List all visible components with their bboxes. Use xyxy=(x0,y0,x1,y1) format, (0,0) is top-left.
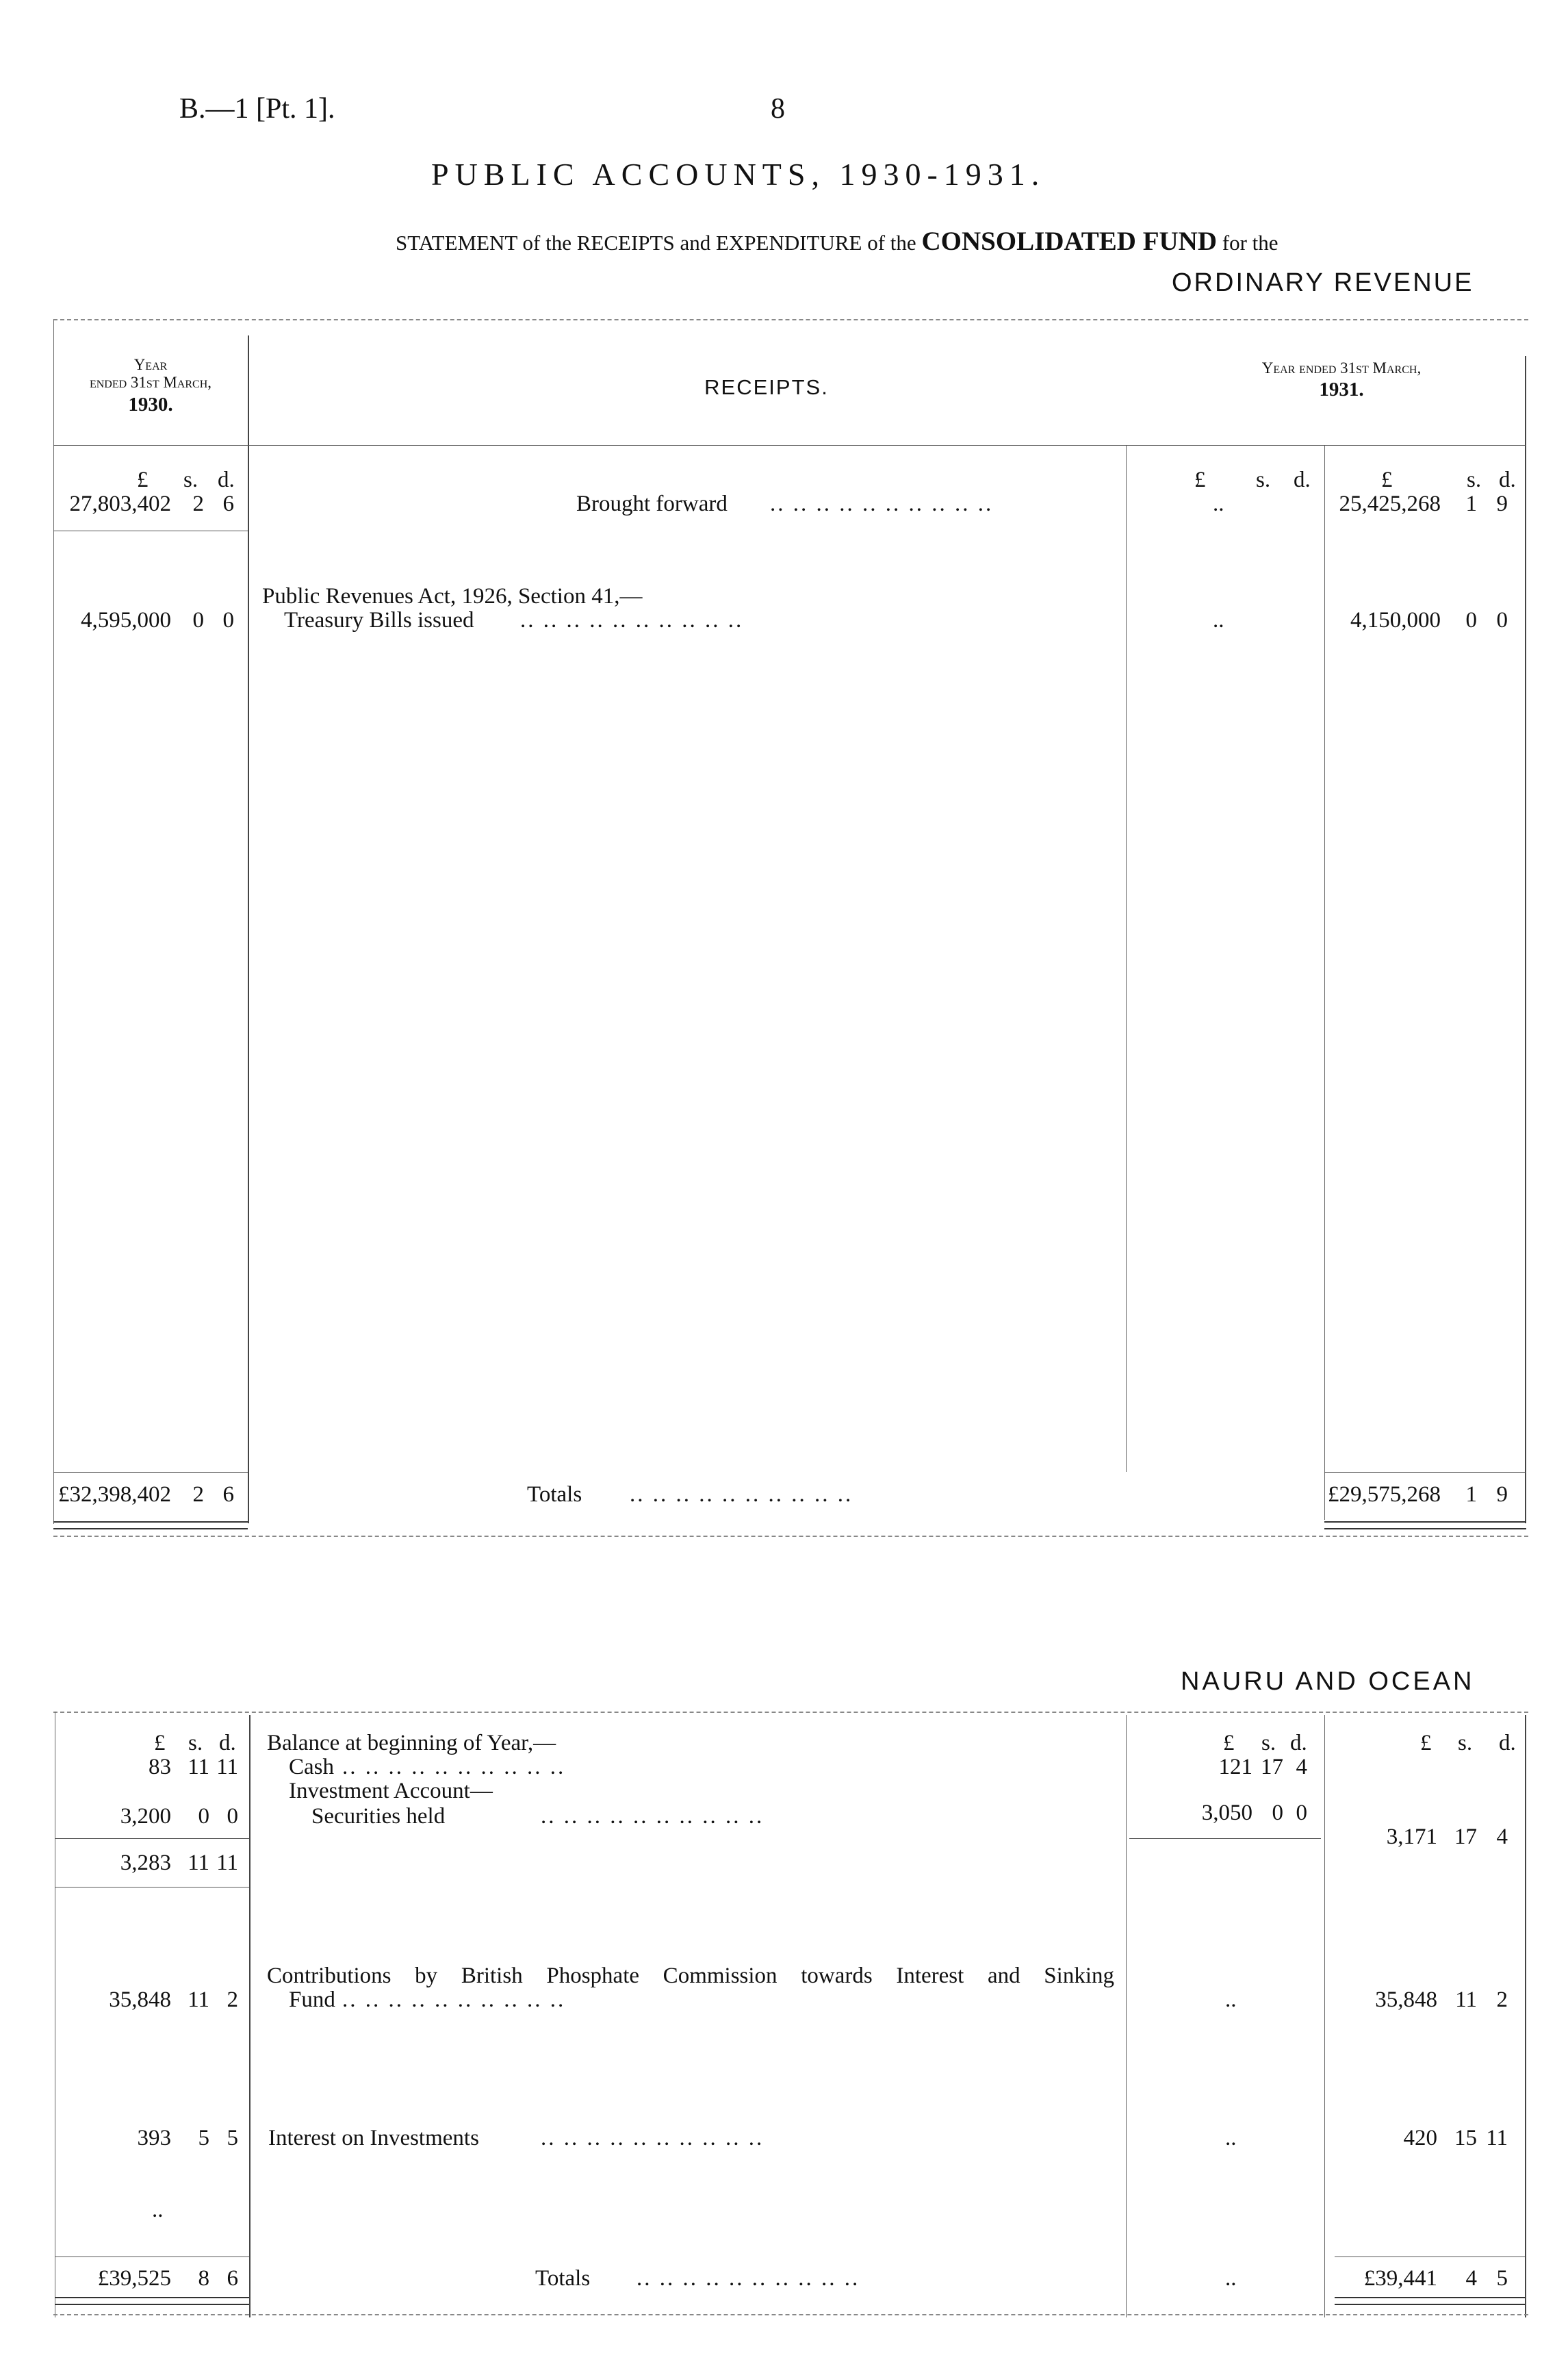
mid-column-pence: 4 xyxy=(1296,1755,1307,1779)
cur-year-pence: 0 xyxy=(1496,608,1508,633)
column-divider xyxy=(1126,1715,1127,2317)
cur-year-pounds: 3,171 xyxy=(1386,1825,1437,1849)
balance-heading: Balance at beginning of Year,— xyxy=(267,1731,556,1755)
double-rule xyxy=(1324,1521,1526,1523)
cur-year-shillings: 17 xyxy=(1454,1825,1477,1849)
header-year-1930: 1930. xyxy=(128,394,173,416)
prev-year-pence: 6 xyxy=(222,492,234,516)
cur-year-pence: 2 xyxy=(1496,1987,1508,2012)
page-title: PUBLIC ACCOUNTS, 1930-1931. xyxy=(431,157,1046,192)
mid-column-value: .. xyxy=(1225,1987,1237,2012)
dot-leaders: .. .. .. .. .. .. .. .. .. .. xyxy=(342,1987,566,2012)
prev-year-pounds: 4,595,000 xyxy=(81,608,171,633)
cur-year-pounds: 420 xyxy=(1403,2126,1437,2150)
unit-pence: d. xyxy=(1290,1731,1307,1755)
total-prev-pence: 6 xyxy=(222,1482,234,1507)
prev-year-pence: 5 xyxy=(227,2126,238,2150)
row-description: Securities held xyxy=(311,1804,446,1829)
table-bottom-border xyxy=(53,2314,1528,2315)
prev-year-pence: 0 xyxy=(227,1804,238,1829)
unit-shillings: s. xyxy=(1261,1731,1276,1755)
cur-year-pence: 9 xyxy=(1496,492,1508,516)
cur-year-pounds: 35,848 xyxy=(1375,1987,1437,2012)
row-description: Cash xyxy=(289,1755,334,1779)
total-cur-pence: 9 xyxy=(1496,1482,1508,1507)
statement-subtitle xyxy=(396,226,1278,257)
prev-year-shillings: 0 xyxy=(192,608,204,633)
page-number: 8 xyxy=(771,93,785,125)
total-prev-pounds: £39,525 xyxy=(97,2266,171,2291)
table-right-border xyxy=(1525,1715,1526,2317)
prev-year-pence: 2 xyxy=(227,1987,238,2012)
total-cur-shillings: 1 xyxy=(1465,1482,1477,1507)
table-top-border xyxy=(53,319,1528,320)
total-cur-pence: 5 xyxy=(1496,2266,1508,2291)
section-title-nauru: NAURU AND OCEAN xyxy=(1181,1667,1475,1696)
table-top-border xyxy=(53,1712,1528,1713)
dot-leaders: .. .. .. .. .. .. .. .. .. .. xyxy=(770,492,994,516)
unit-pence: d. xyxy=(218,468,235,492)
unit-shillings: s. xyxy=(1458,1731,1473,1755)
prev-year-pounds: 83 xyxy=(149,1755,171,1779)
cur-year-shillings: 11 xyxy=(1455,1987,1477,2012)
dot-leaders: .. .. .. .. .. .. .. .. .. .. xyxy=(541,2126,764,2150)
double-rule xyxy=(53,1528,248,1529)
totals-label: Totals xyxy=(527,1482,582,1507)
column-divider xyxy=(1324,445,1325,1520)
prev-year-pounds: 35,848 xyxy=(109,1987,171,2012)
double-rule xyxy=(53,1521,248,1523)
totals-label: Totals xyxy=(535,2266,591,2291)
prev-year-shillings: 2 xyxy=(192,492,204,516)
subtotal-rule xyxy=(55,1838,249,1839)
mid-column-shillings: 17 xyxy=(1261,1755,1283,1779)
column-divider xyxy=(1324,1715,1325,2317)
mid-column-pounds: 121 xyxy=(1218,1755,1252,1779)
double-rule xyxy=(1335,2304,1525,2305)
mid-column-pence: 0 xyxy=(1296,1801,1307,1825)
unit-pound: £ xyxy=(1194,468,1206,492)
unit-shillings: s. xyxy=(183,468,198,492)
subtitle-fund: CONSOLIDATED FUND xyxy=(921,227,1218,256)
subtotal-rule xyxy=(1129,1838,1321,1839)
row-description-line2: Treasury Bills issued xyxy=(284,608,474,633)
header-ended: ended 31st March, xyxy=(89,374,212,391)
prev-year-shillings: 0 xyxy=(198,1804,209,1829)
mid-column-pounds: 3,050 xyxy=(1201,1801,1252,1825)
page-reference: B.—1 [Pt. 1]. xyxy=(179,93,335,125)
prev-year-shillings: 5 xyxy=(198,2126,209,2150)
dot-leaders: .. .. .. .. .. .. .. .. .. .. xyxy=(630,1482,853,1507)
double-rule xyxy=(55,2304,249,2305)
unit-pence: d. xyxy=(1294,468,1311,492)
row-description: Public Revenues Act, 1926, Section 41,— xyxy=(262,584,643,609)
prev-year-pounds: 393 xyxy=(137,2126,171,2150)
unit-pound: £ xyxy=(137,468,149,492)
total-cur-pounds: £29,575,268 xyxy=(1328,1482,1441,1507)
double-rule xyxy=(1324,1528,1526,1529)
unit-shillings: s. xyxy=(1256,468,1271,492)
unit-pound: £ xyxy=(1420,1731,1432,1755)
total-prev-shillings: 8 xyxy=(198,2266,209,2291)
total-prev-pounds: £32,398,402 xyxy=(58,1482,171,1507)
column-divider xyxy=(1126,445,1127,1472)
cur-year-pence: 4 xyxy=(1496,1825,1508,1849)
cur-year-pounds: 4,150,000 xyxy=(1350,608,1441,633)
total-prev-shillings: 2 xyxy=(192,1482,204,1507)
unit-pence: d. xyxy=(1499,468,1516,492)
total-cur-shillings: 4 xyxy=(1465,2266,1477,2291)
totals-rule xyxy=(53,1472,248,1473)
unit-pound: £ xyxy=(1381,468,1393,492)
row-description-line2: Fund xyxy=(289,1987,335,2012)
mid-column-value: .. xyxy=(1225,2266,1237,2291)
cur-year-shillings: 15 xyxy=(1454,2126,1477,2150)
unit-pound: £ xyxy=(1223,1731,1235,1755)
double-rule xyxy=(55,2297,249,2298)
mid-column-value: .. xyxy=(1213,608,1224,633)
header-year-1931: 1931. xyxy=(1319,379,1364,401)
row-description: Interest on Investments xyxy=(268,2126,479,2150)
prev-year-pounds: 3,283 xyxy=(120,1851,171,1875)
totals-rule xyxy=(1324,1472,1526,1473)
row-description: Contributions by British Phosphate Commission towards Interest and Sinking xyxy=(267,1963,1114,1988)
dot-leaders: .. .. .. .. .. .. .. .. .. .. xyxy=(637,2266,860,2291)
blank-row-mark: .. xyxy=(152,2198,164,2222)
double-rule xyxy=(1335,2297,1525,2298)
prev-year-pounds: 3,200 xyxy=(120,1804,171,1829)
prev-year-pence: 11 xyxy=(216,1755,238,1779)
dot-leaders: .. .. .. .. .. .. .. .. .. .. xyxy=(520,608,744,633)
prev-year-pounds: 27,803,402 xyxy=(69,492,171,516)
prev-year-shillings: 11 xyxy=(188,1987,209,2012)
section-title-ordinary-revenue: ORDINARY REVENUE xyxy=(1172,268,1474,297)
unit-pence: d. xyxy=(219,1731,236,1755)
cur-year-shillings: 0 xyxy=(1465,608,1477,633)
subtitle-suffix: for the xyxy=(1222,231,1278,255)
total-prev-pence: 6 xyxy=(227,2266,238,2291)
prev-year-pence: 11 xyxy=(216,1851,238,1875)
header-year-ended-right: Year ended 31st March, xyxy=(1261,359,1422,377)
column-divider xyxy=(248,335,249,1523)
prev-year-shillings: 11 xyxy=(188,1851,209,1875)
unit-pence: d. xyxy=(1499,1731,1516,1755)
cur-year-pence: 11 xyxy=(1486,2126,1508,2150)
table-right-border xyxy=(1525,356,1526,1523)
dot-leaders: .. .. .. .. .. .. .. .. .. .. xyxy=(541,1804,764,1829)
unit-shillings: s. xyxy=(1467,468,1482,492)
header-rule xyxy=(53,445,1526,446)
column-divider xyxy=(249,1715,250,2317)
dot-leaders: .. .. .. .. .. .. .. .. .. .. xyxy=(342,1755,566,1779)
cur-year-shillings: 1 xyxy=(1465,492,1477,516)
header-year: Year xyxy=(133,356,168,373)
investment-heading: Investment Account— xyxy=(289,1779,493,1803)
row-description: Brought forward xyxy=(576,492,728,516)
mid-column-value: .. xyxy=(1225,2126,1237,2150)
mid-column-shillings: 0 xyxy=(1272,1801,1283,1825)
total-cur-pounds: £39,441 xyxy=(1363,2266,1437,2291)
unit-pound: £ xyxy=(154,1731,166,1755)
table-bottom-border xyxy=(53,1536,1528,1537)
subtitle-prefix: STATEMENT of the RECEIPTS and EXPENDITURE of the xyxy=(396,231,916,255)
prev-year-shillings: 11 xyxy=(188,1755,209,1779)
prev-year-pence: 0 xyxy=(222,608,234,633)
mid-column-value: .. xyxy=(1213,492,1224,516)
cur-year-pounds: 25,425,268 xyxy=(1339,492,1441,516)
header-receipts: RECEIPTS. xyxy=(704,375,829,399)
unit-shillings: s. xyxy=(188,1731,203,1755)
